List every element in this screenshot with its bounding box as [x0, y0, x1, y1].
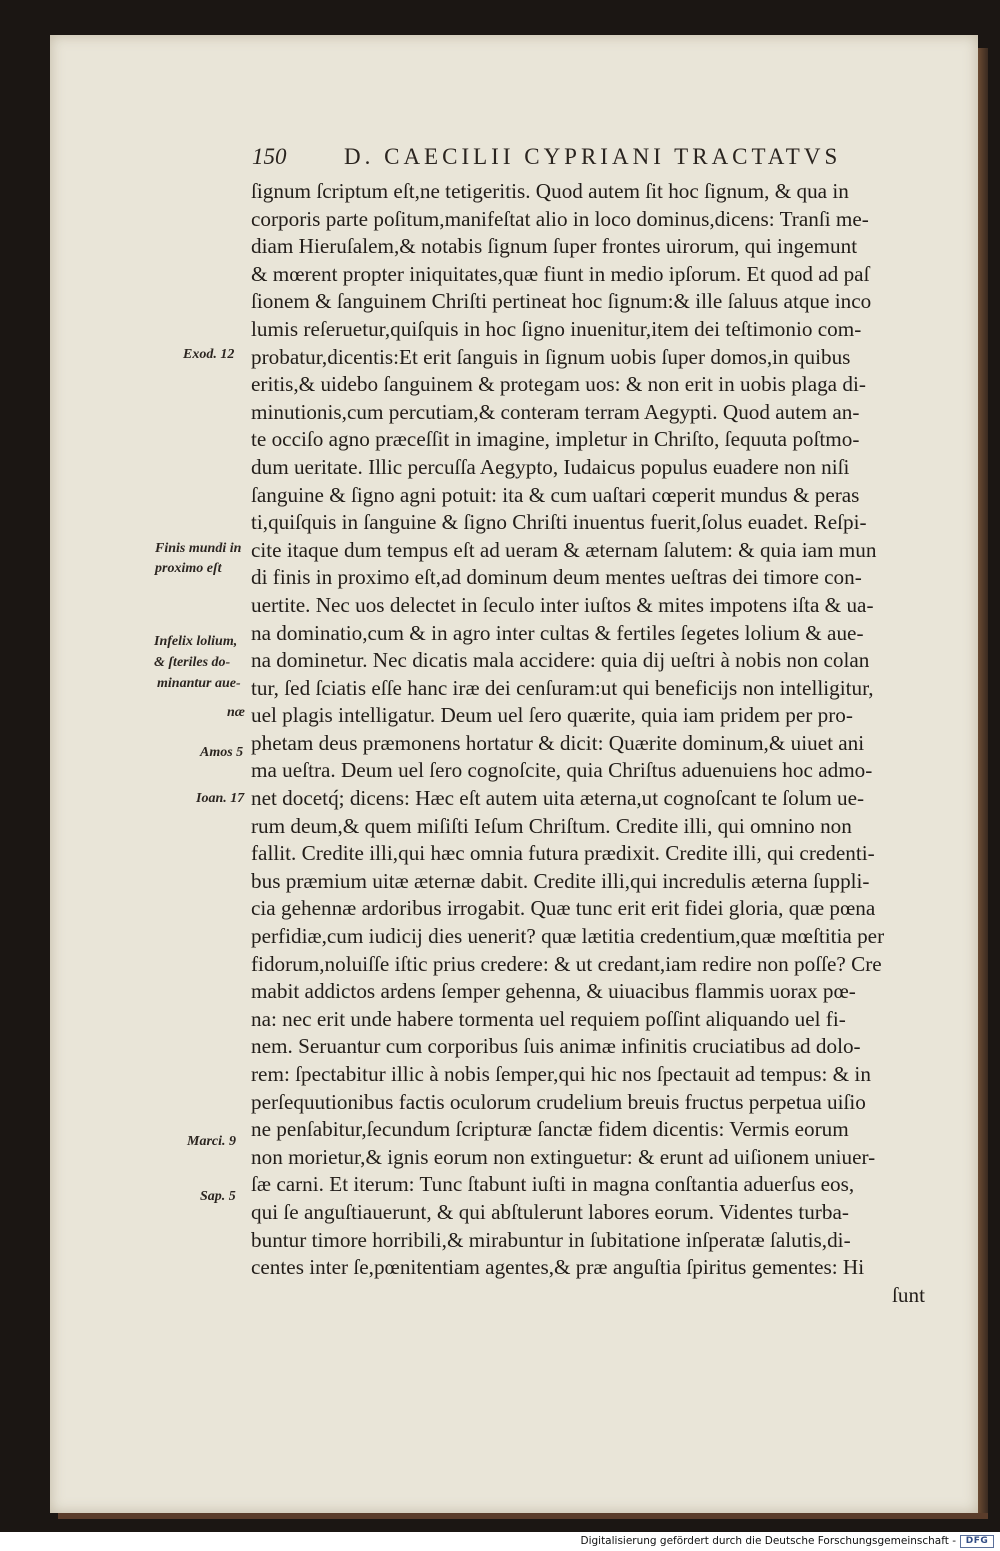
- text-line: ſæ carni. Et iterum: Tunc ſtabunt iuſti in magna conſtantia aduerſus eos,: [251, 1172, 855, 1197]
- text-line: na dominetur. Nec dicatis mala accidere: quia dij ueſtri à nobis non colan: [251, 648, 870, 673]
- text-line: perfidiæ,cum iudicij dies uenerit? quæ lætitia credentium,quæ mœſtitia per: [251, 924, 885, 949]
- funding-credit: Digitalisierung gefördert durch die Deutsche Forschungsgemeinschaft -: [580, 1535, 956, 1547]
- text-line: fidorum,noluiſſe iſtic prius credere: & ut credant,iam redire non poſſe? Cre: [251, 951, 882, 976]
- marginal-note: næ: [227, 705, 245, 720]
- marginal-note: Ioan. 17: [196, 791, 245, 806]
- marginal-note: & ſteriles do-: [154, 655, 231, 670]
- text-line: bus præmium uitæ æternæ dabit. Credite illi,qui incredulis æterna ſuppli-: [251, 868, 870, 893]
- text-line: diam Hieruſalem,& notabis ſignum ſuper frontes uirorum, qui ingemunt: [251, 234, 858, 259]
- marginal-note: Amos 5: [200, 745, 244, 760]
- running-head: D. CAECILII CYPRIANI TRACTATVS: [344, 144, 842, 169]
- marginal-note: Exod. 12: [183, 347, 235, 362]
- text-line: eritis,& uidebo ſanguinem & protegam uos: & non erit in uobis plaga di-: [251, 372, 866, 397]
- text-line: probatur,dicentis:Et erit ſanguis in ſignum uobis ſuper domos,in quibus: [251, 344, 851, 369]
- text-line: ne penſabitur,ſecundum ſcripturæ ſanctæ fidem dicentis: Vermis eorum: [251, 1117, 849, 1142]
- text-line: rem: ſpectabitur illic à nobis ſemper,qui hic nos ſpectauit ad tempus: & in: [251, 1062, 871, 1086]
- text-line: ti,quiſquis in ſanguine & ſigno Chriſti inuentus fuerit,ſolus euadet. Reſpi-: [251, 510, 867, 535]
- text-line: buntur timore horribili,& mirabuntur in ſubitatione inſperatæ ſalutis,di-: [251, 1227, 851, 1252]
- text-line: mabit addictos ardens ſemper gehenna, & uiuacibus flammis uorax pœ-: [251, 979, 856, 1004]
- catchword: ſunt: [892, 1282, 925, 1307]
- text-line: ſanguine & ſigno agni potuit: ita & cum uaſtari cœperit mundus & peras: [251, 482, 860, 507]
- text-line: uel plagis intelligatur. Deum uel ſero quærite, quia iam pridem per pro-: [251, 703, 853, 728]
- page-edge-bottom: [58, 1513, 988, 1519]
- text-line: na dominatio,cum & in agro inter cultas & fertiles ſegetes lolium & aue-: [251, 620, 864, 645]
- text-line: ſionem & ſanguinem Chriſti pertineat hoc ſignum:& ille ſaluus atque inco: [251, 289, 872, 314]
- page-header: [252, 144, 872, 174]
- text-line: nem. Seruantur cum corporibus ſuis animæ infinitis cruciatibus ad dolo-: [251, 1034, 861, 1059]
- marginal-note: Finis mundi in: [155, 541, 242, 556]
- text-line: rum deum,& quem miſiſti Ieſum Chriſtum. Credite illi, qui omnino non: [251, 813, 852, 838]
- text-line: cia gehennæ ardoribus irrogabit. Quæ tunc erit erit fidei gloria, quæ pœna: [251, 896, 876, 921]
- marginal-note: Sap. 5: [200, 1189, 236, 1204]
- text-line: minutionis,cum percutiam,& conteram terram Aegypti. Quod autem an-: [251, 399, 860, 424]
- text-line: na: nec erit unde habere tormenta uel requiem poſſint aliquando uel fi-: [251, 1006, 846, 1031]
- text-line: & mœrent propter iniquitates,quæ fiunt in medio ipſorum. Et quod ad paſ: [251, 261, 870, 286]
- text-line: non morietur,& ignis eorum non extinguetur: & erunt ad uiſionem uniuer-: [251, 1144, 876, 1169]
- text-line: net docetq́; dicens: Hæc eſt autem uita æterna,ut cognoſcant te ſolum ue-: [251, 786, 865, 811]
- page-number: 150: [252, 144, 287, 169]
- text-line: fallit. Credite illi,qui hæc omnia futura prædixit. Credite illi, qui credenti-: [251, 841, 875, 866]
- page-edge-right: [978, 48, 988, 1516]
- text-line: uertite. Nec uos delectet in ſeculo inter iuſtos & mites impotens iſta & ua-: [251, 592, 874, 617]
- marginal-note: proximo eſt: [155, 561, 222, 576]
- text-line: cite itaque dum tempus eſt ad ueram & æternam ſalutem: & quia iam mun: [251, 537, 877, 562]
- text-line: ſignum ſcriptum eſt,ne tetigeritis. Quod autem ſit hoc ſignum, & qua in: [251, 179, 849, 203]
- text-line: lumis reſeruetur,quiſquis in hoc ſigno inuenitur,item dei teſtimonio com-: [251, 316, 862, 341]
- text-line: dum ueritate. Illic percuſſa Aegypto, Iudaicus populus euadere non niſi: [251, 454, 850, 479]
- text-line: ma ueſtra. Deum uel ſero cognoſcite, quia Chriſtus aduenuiens hoc admo-: [251, 758, 873, 783]
- dfg-logo: DFG: [960, 1535, 994, 1548]
- text-line: qui ſe anguſtiauerunt, & qui abſtulerunt labores eorum. Videntes turba-: [251, 1199, 849, 1224]
- text-line: perſequutionibus factis oculorum crudelium breuis fructus perpetua uiſio: [251, 1089, 866, 1114]
- text-line: tur, ſed ſciatis eſſe hanc iræ dei cenſuram:ut qui beneficijs non intelligitur,: [251, 675, 874, 700]
- text-line: phetam deus præmonens hortatur & dicit: Quærite dominum,& uiuet ani: [251, 730, 865, 755]
- marginal-note: minantur aue-: [157, 676, 241, 691]
- text-line: di finis in proximo eſt,ad dominum deum mentes ueſtras dei timore con-: [251, 565, 862, 590]
- text-line: te occiſo agno præceſſit in imagine, impletur in Chriſto, ſequuta poſtmo-: [251, 427, 860, 452]
- marginal-note: Infelix lolium,: [154, 634, 238, 649]
- footer-bar: [0, 1532, 1000, 1551]
- body-text: [251, 178, 951, 1309]
- text-line: corporis parte poſitum,manifeſtat alio in loco dominus,dicens: Tranſi me-: [251, 206, 869, 231]
- text-line: centes inter ſe,pœnitentiam agentes,& præ anguſtia ſpiritus gementes: Hi: [251, 1255, 865, 1280]
- marginal-note: Marci. 9: [187, 1134, 236, 1149]
